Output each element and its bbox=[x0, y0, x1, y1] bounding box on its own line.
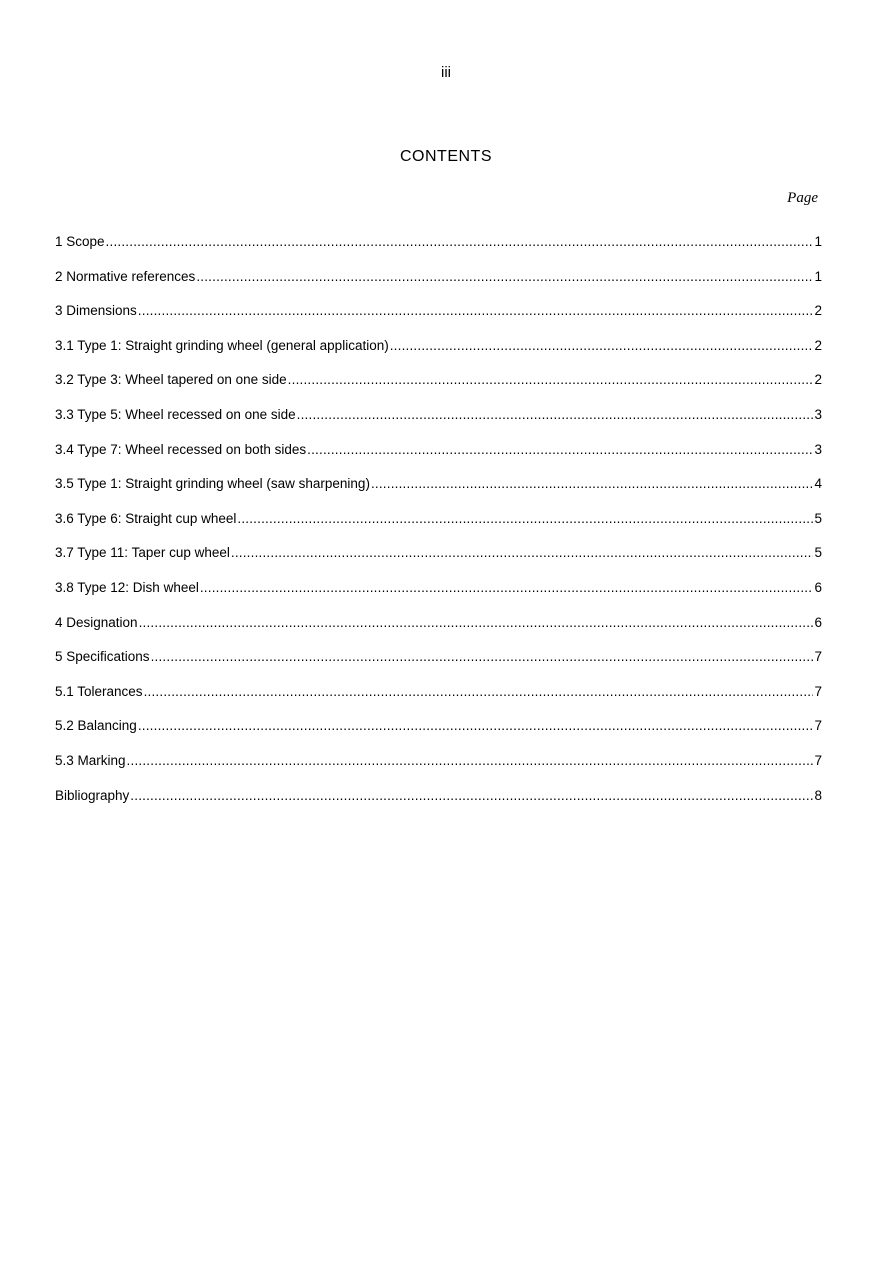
toc-dot-leader bbox=[371, 476, 814, 491]
toc-entry-page: 6 bbox=[814, 614, 822, 630]
toc-entry-page: 7 bbox=[814, 649, 822, 665]
toc-dot-leader bbox=[138, 718, 814, 733]
toc-entry[interactable] bbox=[55, 511, 822, 546]
toc-entry[interactable] bbox=[55, 788, 822, 823]
toc-entry-label: Bibliography bbox=[55, 787, 130, 803]
toc-entry-label: 3.5 Type 1: Straight grinding wheel (saw sharpening) bbox=[55, 476, 370, 492]
toc-entry[interactable] bbox=[55, 476, 822, 511]
toc-entry-label: 2 Normative references bbox=[55, 268, 196, 284]
toc-entry-page: 4 bbox=[814, 476, 822, 492]
toc-entry-label: 3.3 Type 5: Wheel recessed on one side bbox=[55, 406, 296, 422]
toc-entry[interactable] bbox=[55, 649, 822, 684]
toc-dot-leader bbox=[139, 615, 814, 630]
table-of-contents bbox=[55, 234, 822, 822]
toc-entry-page: 1 bbox=[814, 234, 822, 249]
toc-entry-label: 3.1 Type 1: Straight grinding wheel (general application) bbox=[55, 337, 389, 353]
toc-entry-page: 3 bbox=[814, 406, 822, 422]
toc-dot-leader bbox=[144, 684, 814, 699]
toc-dot-leader bbox=[151, 649, 814, 664]
toc-entry-page: 8 bbox=[814, 787, 822, 803]
page-number: iii bbox=[441, 64, 451, 81]
toc-dot-leader bbox=[106, 234, 814, 249]
toc-dot-leader bbox=[196, 269, 813, 284]
toc-entry[interactable] bbox=[55, 684, 822, 719]
toc-entry-label: 3.4 Type 7: Wheel recessed on both sides bbox=[55, 441, 307, 457]
toc-entry[interactable] bbox=[55, 580, 822, 615]
toc-entry[interactable] bbox=[55, 372, 822, 407]
toc-entry-label: 3.6 Type 6: Straight cup wheel bbox=[55, 510, 237, 526]
toc-entry[interactable] bbox=[55, 718, 822, 753]
toc-entry-page: 5 bbox=[814, 510, 822, 526]
toc-entry[interactable] bbox=[55, 269, 822, 304]
toc-entry-label: 3 Dimensions bbox=[55, 303, 137, 319]
toc-entry-page: 7 bbox=[814, 752, 822, 768]
toc-dot-leader bbox=[297, 407, 814, 422]
toc-dot-leader bbox=[138, 303, 814, 318]
toc-entry[interactable] bbox=[55, 234, 822, 269]
toc-entry-page: 7 bbox=[814, 718, 822, 734]
toc-dot-leader bbox=[288, 372, 814, 387]
toc-entry-page: 3 bbox=[814, 441, 822, 457]
toc-dot-leader bbox=[127, 753, 814, 768]
toc-entry[interactable] bbox=[55, 545, 822, 580]
page-column-label: Page bbox=[787, 190, 818, 206]
toc-entry[interactable] bbox=[55, 442, 822, 477]
toc-entry[interactable] bbox=[55, 407, 822, 442]
toc-entry-label: 3.7 Type 11: Taper cup wheel bbox=[55, 545, 230, 561]
toc-entry-page: 1 bbox=[814, 268, 822, 284]
toc-dot-leader bbox=[130, 788, 813, 803]
toc-entry-page: 5 bbox=[814, 545, 822, 561]
toc-entry-label: 5.1 Tolerances bbox=[55, 683, 143, 699]
toc-entry-label: 3.2 Type 3: Wheel tapered on one side bbox=[55, 372, 287, 388]
toc-entry-page: 2 bbox=[814, 372, 822, 388]
toc-entry-page: 2 bbox=[814, 337, 822, 353]
toc-entry[interactable] bbox=[55, 753, 822, 788]
toc-entry-label: 5.3 Marking bbox=[55, 752, 126, 768]
toc-entry-label: 1 Scope bbox=[55, 234, 105, 249]
toc-entry[interactable] bbox=[55, 303, 822, 338]
toc-dot-leader bbox=[231, 545, 814, 560]
toc-entry-label: 4 Designation bbox=[55, 614, 138, 630]
toc-dot-leader bbox=[307, 442, 813, 457]
toc-entry[interactable] bbox=[55, 338, 822, 373]
toc-entry-page: 7 bbox=[814, 683, 822, 699]
toc-entry[interactable] bbox=[55, 615, 822, 650]
toc-entry-page: 2 bbox=[814, 303, 822, 319]
toc-entry-label: 5 Specifications bbox=[55, 649, 150, 665]
contents-title: CONTENTS bbox=[400, 148, 492, 165]
toc-dot-leader bbox=[200, 580, 814, 595]
toc-dot-leader bbox=[390, 338, 814, 353]
toc-entry-label: 3.8 Type 12: Dish wheel bbox=[55, 579, 199, 595]
toc-entry-label: 5.2 Balancing bbox=[55, 718, 137, 734]
toc-dot-leader bbox=[237, 511, 813, 526]
toc-entry-page: 6 bbox=[814, 579, 822, 595]
